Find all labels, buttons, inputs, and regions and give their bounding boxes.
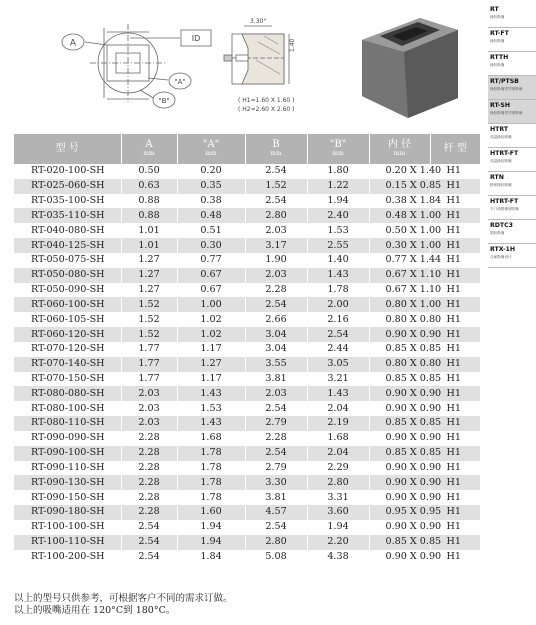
cell-a-quoted: 0.48 — [177, 208, 245, 223]
cell-a-quoted: 0.67 — [177, 283, 245, 298]
cell-b: 4.57 — [245, 505, 307, 520]
cell-model: RT-100-200-SH — [14, 550, 121, 565]
sidebar-item-subtitle: 橡胶吸嘴带竹圈吸嘴 — [490, 111, 523, 115]
cell-model: RT-040-125-SH — [14, 238, 121, 253]
cell-b-quoted: 3.05 — [307, 357, 369, 372]
sidebar-item-code: RT — [490, 6, 499, 13]
cell-a: 1.52 — [121, 327, 177, 342]
cell-b: 2.54 — [245, 401, 307, 416]
sidebar-item-subtitle: 精密橡胶吸嘴 — [490, 183, 512, 187]
cell-model: RT-060-100-SH — [14, 297, 121, 312]
cell-a-quoted: 1.17 — [177, 372, 245, 387]
cell-shank-type: H1 — [430, 446, 480, 461]
h1-note: ( H1=1.60 X 1.60 ) — [238, 97, 295, 104]
cell-a-quoted: 0.67 — [177, 268, 245, 283]
cell-b-quoted: 1.40 — [307, 253, 369, 268]
cell-a: 2.54 — [121, 520, 177, 535]
technical-drawing — [0, 0, 490, 135]
cell-b: 2.28 — [245, 431, 307, 446]
cell-model: RT-050-075-SH — [14, 253, 121, 268]
cell-a: 1.27 — [121, 283, 177, 298]
cell-b: 2.54 — [245, 164, 307, 179]
cell-b-quoted: 2.80 — [307, 475, 369, 490]
cell-shank-type: H1 — [430, 386, 480, 401]
cell-a: 2.28 — [121, 475, 177, 490]
cell-a-quoted: 1.60 — [177, 505, 245, 520]
cell-b-quoted: 1.78 — [307, 283, 369, 298]
cell-model: RT-050-080-SH — [14, 268, 121, 283]
cell-model: RT-090-180-SH — [14, 505, 121, 520]
sidebar-item-htrt-ft[interactable] — [488, 148, 536, 172]
cell-b: 2.66 — [245, 312, 307, 327]
sidebar-item-rtx-1h[interactable] — [488, 244, 536, 268]
footnotes — [14, 593, 233, 617]
cell-model: RT-020-100-SH — [14, 164, 121, 179]
cell-inner-diameter: 0.95 X 0.95 — [369, 505, 430, 520]
cell-shank-type: H1 — [430, 357, 480, 372]
cell-a: 1.77 — [121, 357, 177, 372]
sidebar-item-rt-ft[interactable] — [488, 28, 536, 52]
cell-b-quoted: 1.43 — [307, 268, 369, 283]
cell-model: RT-090-090-SH — [14, 431, 121, 446]
cell-a-quoted: 1.17 — [177, 342, 245, 357]
sidebar-item-subtitle: 橡胶吸嘴 — [490, 39, 505, 43]
cell-inner-diameter: 0.30 X 1.00 — [369, 238, 430, 253]
cell-a-quoted: 1.02 — [177, 312, 245, 327]
cell-a: 0.88 — [121, 194, 177, 209]
cell-a-quoted: 1.27 — [177, 357, 245, 372]
cell-b: 2.03 — [245, 386, 307, 401]
cell-a-quoted: 1.94 — [177, 520, 245, 535]
cell-a-quoted: 0.38 — [177, 194, 245, 209]
cell-inner-diameter: 0.90 X 0.90 — [369, 401, 430, 416]
cell-b-quoted: 2.19 — [307, 416, 369, 431]
table-row — [14, 194, 480, 209]
cell-shank-type: H1 — [430, 179, 480, 194]
cell-shank-type: H1 — [430, 223, 480, 238]
cell-inner-diameter: 0.80 X 0.80 — [369, 312, 430, 327]
sidebar-item-code: RDTC3 — [490, 222, 513, 229]
sidebar-item-code: RT-FT — [490, 30, 509, 37]
header-model: 型 号 — [14, 134, 121, 164]
cell-a: 2.03 — [121, 416, 177, 431]
table-row — [14, 505, 480, 520]
cell-a-quoted: 1.43 — [177, 386, 245, 401]
cell-shank-type: H1 — [430, 342, 480, 357]
cell-b: 3.17 — [245, 238, 307, 253]
sidebar-item-code: RTX-1H — [490, 246, 516, 253]
cell-a: 2.54 — [121, 535, 177, 550]
cell-b-quoted: 2.44 — [307, 342, 369, 357]
cell-inner-diameter: 0.50 X 1.00 — [369, 223, 430, 238]
cell-a-quoted: 1.78 — [177, 475, 245, 490]
cell-model: RT-025-060-SH — [14, 179, 121, 194]
cell-b-quoted: 1.80 — [307, 164, 369, 179]
cell-inner-diameter: 0.85 X 0.85 — [369, 372, 430, 387]
sidebar-item-subtitle: 橡胶吸嘴 — [490, 15, 505, 19]
sidebar-item-rdtc3[interactable] — [488, 220, 536, 244]
dim-height-label: 1.40 — [289, 38, 296, 52]
spec-table — [14, 134, 480, 564]
cell-inner-diameter: 0.85 X 0.85 — [369, 535, 430, 550]
cell-b-quoted: 1.43 — [307, 386, 369, 401]
table-row — [14, 446, 480, 461]
cell-a: 0.88 — [121, 208, 177, 223]
cell-b-quoted: 1.94 — [307, 520, 369, 535]
table-row — [14, 520, 480, 535]
product-render — [362, 18, 458, 118]
cell-inner-diameter: 0.80 X 1.00 — [369, 297, 430, 312]
cell-b: 3.04 — [245, 342, 307, 357]
cell-b: 3.04 — [245, 327, 307, 342]
table-row — [14, 461, 480, 476]
cell-model: RT-090-100-SH — [14, 446, 121, 461]
cell-b-quoted: 3.31 — [307, 490, 369, 505]
cell-inner-diameter: 0.67 X 1.10 — [369, 268, 430, 283]
cell-shank-type: H1 — [430, 327, 480, 342]
cell-a: 0.50 — [121, 164, 177, 179]
cell-a: 2.28 — [121, 490, 177, 505]
cell-model: RT-100-100-SH — [14, 520, 121, 535]
cell-model: RT-035-100-SH — [14, 194, 121, 209]
cell-model: RT-090-130-SH — [14, 475, 121, 490]
header-b-quoted: "B" mm — [307, 134, 369, 164]
cell-a: 2.03 — [121, 386, 177, 401]
cell-model: RT-040-080-SH — [14, 223, 121, 238]
cell-a-quoted: 1.78 — [177, 490, 245, 505]
cell-a-quoted: 1.00 — [177, 297, 245, 312]
cell-a-quoted: 1.02 — [177, 327, 245, 342]
cell-b: 2.54 — [245, 297, 307, 312]
cell-shank-type: H1 — [430, 238, 480, 253]
cell-model: RT-080-080-SH — [14, 386, 121, 401]
cell-shank-type: H1 — [430, 461, 480, 476]
table-row — [14, 179, 480, 194]
cell-b: 2.54 — [245, 446, 307, 461]
category-sidebar — [488, 4, 536, 268]
table-row — [14, 253, 480, 268]
cell-b: 3.30 — [245, 475, 307, 490]
cell-model: RT-090-150-SH — [14, 490, 121, 505]
cell-b-quoted: 3.60 — [307, 505, 369, 520]
sidebar-item-subtitle: 高温橡胶吸嘴 — [490, 159, 512, 163]
cell-a-quoted: 1.78 — [177, 446, 245, 461]
sidebar-item-subtitle: 含氟吸嘴设计 — [490, 255, 512, 259]
table-row — [14, 357, 480, 372]
cell-a-quoted: 1.84 — [177, 550, 245, 565]
cell-inner-diameter: 0.90 X 0.90 — [369, 461, 430, 476]
cell-a: 1.52 — [121, 297, 177, 312]
cell-shank-type: H1 — [430, 490, 480, 505]
sidebar-item-subtitle: 专门调整橡胶吸嘴 — [490, 207, 519, 211]
table-row — [14, 208, 480, 223]
cell-a: 0.63 — [121, 179, 177, 194]
cell-inner-diameter: 0.48 X 1.00 — [369, 208, 430, 223]
cell-model: RT-050-090-SH — [14, 283, 121, 298]
top-view-drawing — [62, 24, 211, 108]
table-row — [14, 431, 480, 446]
cell-b: 2.79 — [245, 416, 307, 431]
section-view-drawing — [224, 26, 289, 84]
cell-inner-diameter: 0.85 X 0.85 — [369, 416, 430, 431]
cell-a: 1.01 — [121, 238, 177, 253]
label-id: ID — [191, 34, 201, 43]
cell-a-quoted: 1.43 — [177, 416, 245, 431]
cell-shank-type: H1 — [430, 297, 480, 312]
cell-a: 1.27 — [121, 253, 177, 268]
cell-a: 2.28 — [121, 431, 177, 446]
cell-b: 2.80 — [245, 208, 307, 223]
cell-a: 2.03 — [121, 401, 177, 416]
sidebar-item-code: RTN — [490, 174, 504, 181]
table-body — [14, 164, 480, 564]
table-row — [14, 342, 480, 357]
sidebar-item-rt-ptsb[interactable] — [488, 76, 536, 100]
cell-b: 2.54 — [245, 520, 307, 535]
label-a-quoted: "A" — [174, 78, 186, 86]
table-row — [14, 327, 480, 342]
cell-a-quoted: 1.78 — [177, 461, 245, 476]
table-row — [14, 535, 480, 550]
cell-b: 3.55 — [245, 357, 307, 372]
cell-a: 1.01 — [121, 223, 177, 238]
table-row — [14, 297, 480, 312]
header-a-quoted: "A" mm — [177, 134, 245, 164]
header-shank-type: 杆 型 — [430, 134, 480, 164]
cell-b-quoted: 1.68 — [307, 431, 369, 446]
cell-shank-type: H1 — [430, 535, 480, 550]
header-b: B mm — [245, 134, 307, 164]
cell-a: 2.28 — [121, 505, 177, 520]
cell-b-quoted: 2.55 — [307, 238, 369, 253]
sidebar-item-rt-sh[interactable] — [488, 100, 536, 124]
cell-b: 2.03 — [245, 268, 307, 283]
cell-shank-type: H1 — [430, 416, 480, 431]
header-inner-diameter: 内 径 mm — [369, 134, 430, 164]
cell-b-quoted: 1.22 — [307, 179, 369, 194]
sidebar-item-rtn[interactable] — [488, 172, 536, 196]
table-row — [14, 223, 480, 238]
sidebar-item-rtth[interactable] — [488, 52, 536, 76]
cell-a-quoted: 0.30 — [177, 238, 245, 253]
cell-shank-type: H1 — [430, 164, 480, 179]
sidebar-item-code: RTTH — [490, 54, 509, 61]
table-row — [14, 372, 480, 387]
label-a: A — [69, 38, 77, 49]
cell-model: RT-060-105-SH — [14, 312, 121, 327]
cell-b-quoted: 2.20 — [307, 535, 369, 550]
cell-inner-diameter: 0.85 X 0.85 — [369, 446, 430, 461]
cell-b: 3.81 — [245, 490, 307, 505]
sidebar-item-code: RT/PTSB — [490, 78, 519, 85]
table-row — [14, 312, 480, 327]
cell-shank-type: H1 — [430, 401, 480, 416]
cell-b: 3.81 — [245, 372, 307, 387]
sidebar-item-rt[interactable] — [488, 4, 536, 28]
cell-a: 2.28 — [121, 446, 177, 461]
cell-model: RT-070-150-SH — [14, 372, 121, 387]
cell-inner-diameter: 0.67 X 1.10 — [369, 283, 430, 298]
label-b-quoted: "B" — [158, 97, 170, 105]
cell-a: 2.54 — [121, 550, 177, 565]
cell-inner-diameter: 0.20 X 1.40 — [369, 164, 430, 179]
sidebar-item-code: HTRT-FT — [490, 198, 519, 205]
table-row — [14, 401, 480, 416]
cell-b: 2.03 — [245, 223, 307, 238]
sidebar-item-htrt-ft[interactable] — [488, 196, 536, 220]
sidebar-item-subtitle: 高温橡胶吸嘴 — [490, 135, 512, 139]
cell-inner-diameter: 0.80 X 0.80 — [369, 357, 430, 372]
cell-shank-type: H1 — [430, 550, 480, 565]
cell-a-quoted: 1.94 — [177, 535, 245, 550]
h2-note: ( H2=2.60 X 2.60 ) — [238, 106, 295, 113]
table-row — [14, 416, 480, 431]
cell-shank-type: H1 — [430, 475, 480, 490]
cell-b: 2.28 — [245, 283, 307, 298]
cell-b-quoted: 2.16 — [307, 312, 369, 327]
cell-a-quoted: 1.68 — [177, 431, 245, 446]
cell-inner-diameter: 0.38 X 1.84 — [369, 194, 430, 209]
cell-model: RT-070-140-SH — [14, 357, 121, 372]
cell-b-quoted: 2.40 — [307, 208, 369, 223]
cell-shank-type: H1 — [430, 520, 480, 535]
sidebar-item-subtitle: 橡胶吸嘴带竹圈吸嘴 — [490, 87, 523, 91]
cell-b-quoted: 2.04 — [307, 446, 369, 461]
cell-shank-type: H1 — [430, 194, 480, 209]
cell-b-quoted: 4.38 — [307, 550, 369, 565]
note-line-2: 以上的吸嘴适用在 120°C到 180°C。 — [14, 605, 176, 616]
cell-model: RT-060-120-SH — [14, 327, 121, 342]
sidebar-item-subtitle: 塑胶吸嘴 — [490, 231, 505, 235]
cell-a: 1.77 — [121, 372, 177, 387]
cell-shank-type: H1 — [430, 253, 480, 268]
cell-inner-diameter: 0.15 X 0.85 — [369, 179, 430, 194]
cell-shank-type: H1 — [430, 312, 480, 327]
cell-a-quoted: 1.53 — [177, 401, 245, 416]
cell-b: 2.54 — [245, 194, 307, 209]
cell-b-quoted: 2.00 — [307, 297, 369, 312]
cell-inner-diameter: 0.90 X 0.90 — [369, 520, 430, 535]
note-line-1: 以上的型号只供参考，可根据客户不同的需求订做。 — [14, 593, 233, 604]
cell-b-quoted: 2.54 — [307, 327, 369, 342]
cell-b: 2.80 — [245, 535, 307, 550]
cell-model: RT-070-120-SH — [14, 342, 121, 357]
table-row — [14, 283, 480, 298]
cell-shank-type: H1 — [430, 505, 480, 520]
cell-b-quoted: 1.53 — [307, 223, 369, 238]
cell-b: 5.08 — [245, 550, 307, 565]
cell-inner-diameter: 0.77 X 1.44 — [369, 253, 430, 268]
sidebar-item-subtitle: 橡胶吸嘴 — [490, 63, 505, 67]
cell-shank-type: H1 — [430, 372, 480, 387]
cell-inner-diameter: 0.90 X 0.90 — [369, 431, 430, 446]
sidebar-item-htrt[interactable] — [488, 124, 536, 148]
cell-inner-diameter: 0.85 X 0.85 — [369, 342, 430, 357]
cell-model: RT-080-100-SH — [14, 401, 121, 416]
table-row — [14, 268, 480, 283]
sidebar-item-code: HTRT-FT — [490, 150, 519, 157]
cell-inner-diameter: 0.90 X 0.90 — [369, 490, 430, 505]
cell-b: 1.90 — [245, 253, 307, 268]
cell-inner-diameter: 0.90 X 0.90 — [369, 550, 430, 565]
cell-b: 1.52 — [245, 179, 307, 194]
table-row — [14, 550, 480, 565]
table-row — [14, 386, 480, 401]
cell-b-quoted: 2.04 — [307, 401, 369, 416]
cell-shank-type: H1 — [430, 208, 480, 223]
sidebar-item-code: RT-SH — [490, 102, 510, 109]
table-row — [14, 490, 480, 505]
cell-a-quoted: 0.77 — [177, 253, 245, 268]
cell-b-quoted: 1.94 — [307, 194, 369, 209]
table-row — [14, 475, 480, 490]
cell-a-quoted: 0.51 — [177, 223, 245, 238]
sidebar-item-code: HTRT — [490, 126, 509, 133]
cell-model: RT-035-110-SH — [14, 208, 121, 223]
cell-model: RT-090-110-SH — [14, 461, 121, 476]
cell-shank-type: H1 — [430, 283, 480, 298]
table-header-row — [14, 134, 480, 164]
header-a: A mm — [121, 134, 177, 164]
cell-b-quoted: 2.29 — [307, 461, 369, 476]
cell-b: 2.79 — [245, 461, 307, 476]
table-row — [14, 238, 480, 253]
cell-shank-type: H1 — [430, 431, 480, 446]
cell-inner-diameter: 0.90 X 0.90 — [369, 327, 430, 342]
cell-shank-type: H1 — [430, 268, 480, 283]
cell-a-quoted: 0.35 — [177, 179, 245, 194]
cell-a: 2.28 — [121, 461, 177, 476]
cell-a-quoted: 0.20 — [177, 164, 245, 179]
cell-model: RT-100-110-SH — [14, 535, 121, 550]
cell-a: 1.27 — [121, 268, 177, 283]
angle-label: 3.30° — [250, 18, 267, 25]
cell-model: RT-080-110-SH — [14, 416, 121, 431]
table-row — [14, 164, 480, 179]
cell-inner-diameter: 0.90 X 0.90 — [369, 386, 430, 401]
cell-a: 1.77 — [121, 342, 177, 357]
cell-a: 1.52 — [121, 312, 177, 327]
cell-b-quoted: 3.21 — [307, 372, 369, 387]
cell-inner-diameter: 0.90 X 0.90 — [369, 475, 430, 490]
